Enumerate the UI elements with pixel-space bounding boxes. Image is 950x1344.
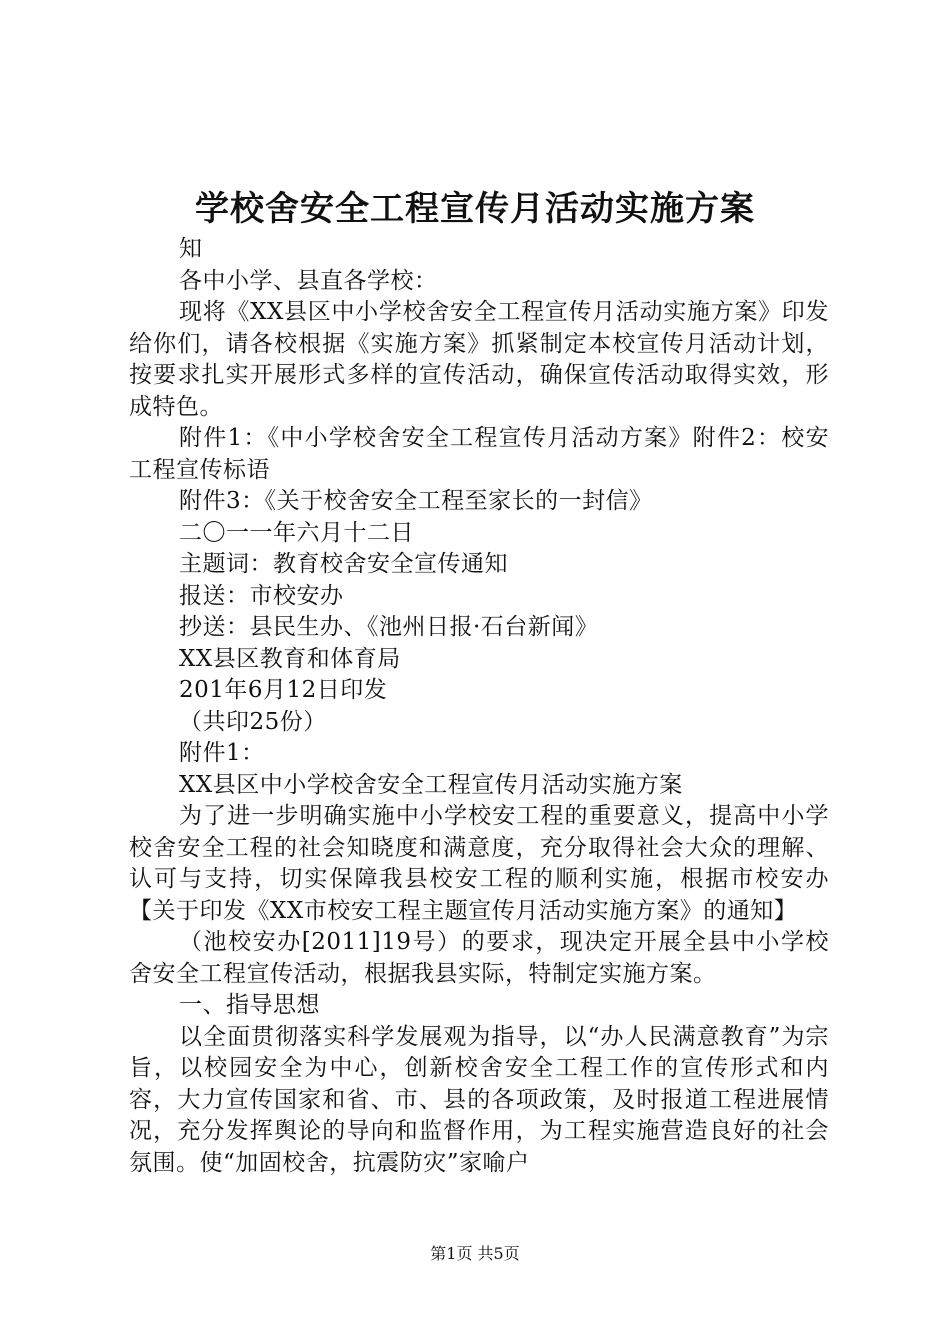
paragraph-reference: （池校安办[2011]19号）的要求，现决定开展全县中小学校舍安全工程宣传活动，根据我县实际，特制定实施方案。	[129, 929, 829, 987]
paragraph-copies: （共印25份）	[179, 708, 327, 735]
paragraph-attachment-title: XX县区中小学校舍安全工程宣传月活动实施方案	[179, 771, 683, 798]
paragraph-report-to: 报送：市校安办	[179, 582, 344, 609]
paragraph-attachments-1-2: 附件1：《中小学校舍安全工程宣传月活动方案》附件2：校安工程宣传标语	[129, 425, 829, 483]
paragraph-recipients: 各中小学、县直各学校：	[179, 267, 438, 294]
document-title: 学校舍安全工程宣传月活动实施方案	[195, 189, 755, 229]
page-number-footer: 第1页 共5页	[430, 1244, 520, 1263]
paragraph-attachment-3: 附件3：《关于校舍安全工程至家长的一封信》	[179, 488, 653, 514]
paragraph-salutation-fragment: 知	[179, 236, 203, 262]
paragraph-print-date: 201年6月12日印发	[179, 677, 388, 703]
paragraph-issuer: XX县区教育和体育局	[179, 645, 401, 672]
paragraph-notice: 现将《XX县区中小学校舍安全工程宣传月活动实施方案》印发给你们，请各校根据《实施方案》抓紧制定本校宣传月活动计划，按要求扎实开展形式多样的宣传活动，确保宣传活动取得实效，形成特色。	[129, 299, 829, 420]
paragraph-purpose: 为了进一步明确实施中小学校安工程的重要意义，提高中小学校舍安全工程的社会知晓度和满意度，充分取得社会大众的理解、认可与支持，切实保障我县校安工程的顺利实施，根据市校安办【关于印发《XX市校安工程主题宣传月活动实施方案》的通知】	[129, 803, 829, 924]
paragraph-cc: 抄送：县民生办、《池州日报·石台新闻》	[179, 614, 599, 640]
document-body	[129, 234, 829, 1179]
paragraph-keywords: 主题词：教育校舍安全宣传通知	[179, 551, 508, 577]
paragraph-attachment-label: 附件1：	[179, 740, 265, 766]
section-heading-guiding-ideology: 一、指导思想	[179, 992, 320, 1018]
paragraph-date: 二〇一一年六月十二日	[179, 519, 414, 546]
paragraph-guiding-ideology: 以全面贯彻落实科学发展观为指导，以“办人民满意教育”为宗旨，以校园安全为中心，创新校舍安全工程工作的宣传形式和内容，大力宣传国家和省、市、县的各项政策，及时报道工程进展情况，充分发挥舆论的导向和监督作用，为工程实施营造良好的社会氛围。使“加固校舍，抗震防灾”家喻户	[129, 1023, 829, 1176]
